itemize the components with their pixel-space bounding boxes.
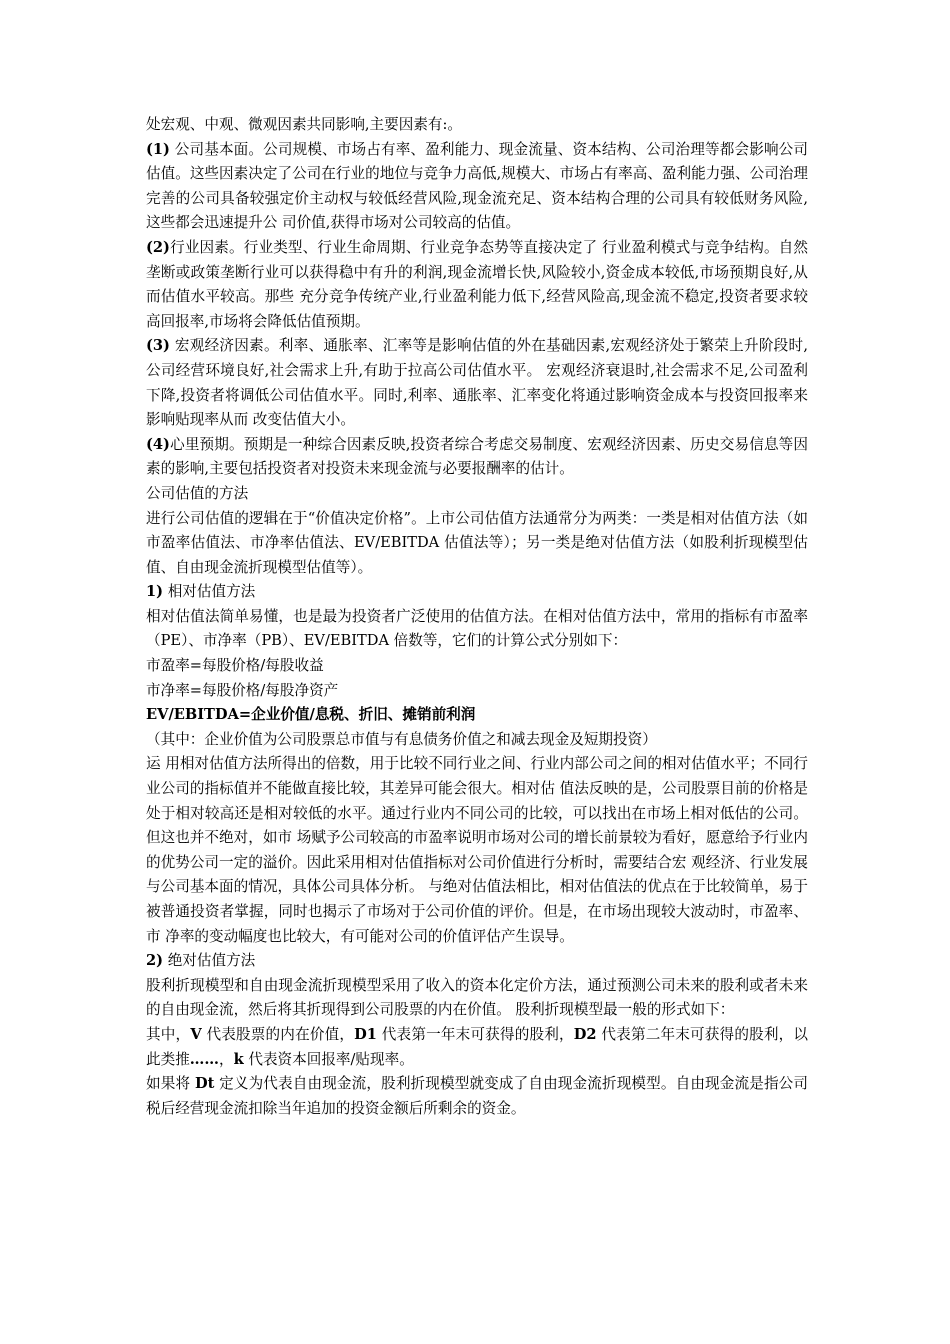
- factor-1-number: (1): [146, 140, 170, 158]
- factor-3-text: 宏观经济因素。利率、通胀率、汇率等是影响估值的外在基础因素,宏观经济处于繁荣上升阶段时,公司经营环境良好,社会需求上升,有助于拉高公司估值水平。 宏观经济衰退时,社会需求不足,公司盈利下降,投资者将调低公司估值水平。同时,利率、通胀率、汇率变化将通过影响资金成本与投资回报率来影响贴现率从而 改变估值大小。: [146, 337, 808, 429]
- fcf-text-2: 定义为代表自由现金流，股利折现模型就变成了自由现金流折现模型。自由现金流是指公司税后经营现金流扣除当年追加的投资金额后所剩余的资金。: [146, 1075, 808, 1117]
- absolute-heading-text: 绝对估值方法: [167, 952, 256, 970]
- factor-2-number: (2): [146, 238, 170, 256]
- relative-heading: [146, 580, 808, 605]
- variables-text-4: 代表第二年末可获得的股利，以此类推: [146, 1025, 808, 1068]
- absolute-heading: [146, 949, 808, 974]
- relative-body: 运 用相对估值方法所得出的倍数，用于比较不同行业之间、行业内部公司之间的相对估值水平；不同行业公司的指标值并不能做直接比较，其差异可能会很大。相对估 值法反映的是，公司股票目前的价格是处于相对较高还是相对较低的水平。通过行业内不同公司的比较，可以找出在市场上相对低估的公司。但这也并不绝对，如市 场赋予公司较高的市盈率说明市场对公司的增长前景较为看好，愿意给予行业内的优势公司一定的溢价。因此采用相对估值指标对公司价值进行分析时，需要结合宏 观经济、行业发展与公司基本面的情况，具体公司具体分析。 与绝对估值法相比，相对估值法的优点在于比较简单，易于被普通投资者掌握，同时也揭示了市场对于公司价值的评价。但是，在市场出现较大波动时，市盈率、市 净率的变动幅度也比较大，有可能对公司的价值评估产生误导。: [146, 755, 808, 945]
- factor-4-number: (4): [146, 435, 170, 453]
- variables-paragraph: [146, 1023, 808, 1072]
- methods-intro: 进行公司估值的逻辑在于“价值决定价格”。上市公司估值方法通常分为两类：一类是相对估值方法（如市盈率估值法、市净率估值法、EV/EBITDA 估值法等）；另一类是绝对估值方法（如股利折现模型估值、自由现金流折现模型估值等）。: [146, 509, 808, 576]
- factor-1-text: 公司基本面。公司规模、市场占有率、盈利能力、现金流量、资本结构、公司治理等都会影响公司估值。这些因素决定了公司在行业的地位与竞争力高低,规模大、市场占有率高、盈利能力强、公司治理完善的公司具备较强定价主动权与较低经营风险,现金流充足、资本结构合理的公司具有较低财务风险,这些都会迅速提升公 司价值,获得市场对公司较高的估值。: [146, 140, 808, 232]
- factor-2-text: 行业因素。行业类型、行业生命周期、行业竞争态势等直接决定了 行业盈利模式与竞争结构。自然垄断或政策垄断行业可以获得稳中有升的利润,现金流增长快,风险较小,资金成本较低,市场预期良好,从而估值水平较高。那些 充分竞争传统产业,行业盈利能力低下,经营风险高,现金流不稳定,投资者要求较高回报率,市场将会降低估值预期。: [146, 238, 808, 330]
- factor-1-paragraph: [146, 138, 808, 236]
- absolute-heading-number: 2): [146, 952, 164, 970]
- fcf-paragraph: [146, 1072, 808, 1121]
- factor-3-number: (3): [146, 337, 170, 355]
- methods-heading: 公司估值的方法: [146, 484, 249, 502]
- document-page: [146, 113, 808, 1121]
- variables-text-5: ，: [218, 1050, 234, 1068]
- formula-pb: 市净率=每股价格/每股净资产: [146, 681, 339, 699]
- relative-heading-number: 1): [146, 583, 164, 601]
- factor-2-paragraph: [146, 236, 808, 334]
- factor-4-paragraph: [146, 433, 808, 482]
- formula-ev: EV/EBITDA=企业价值/息税、折旧、摊销前利润: [146, 706, 476, 724]
- variables-text-6: 代表资本回报率/贴现率。: [243, 1050, 414, 1068]
- formula-note: （其中：企业价值为公司股票总市值与有息债务价值之和减去现金及短期投资）: [146, 730, 657, 748]
- variables-text-3: 代表第一年末可获得的股利，: [376, 1025, 574, 1043]
- variables-ellipsis: ……: [189, 1050, 219, 1068]
- variables-text-1: 其中，: [146, 1025, 191, 1043]
- relative-heading-text: 相对估值方法: [167, 583, 256, 601]
- variable-d2: D2: [573, 1025, 597, 1043]
- intro-line: 处宏观、中观、微观因素共同影响,主要因素有:。: [146, 116, 463, 133]
- relative-intro: 相对估值法简单易懂，也是最为投资者广泛使用的估值方法。在相对估值方法中，常用的指标有市盈率（PE）、市净率（PB）、EV/EBITDA 倍数等，它们的计算公式分别如下：: [146, 607, 808, 650]
- variables-text-2: 代表股票的内在价值，: [201, 1025, 355, 1043]
- variable-k: k: [233, 1050, 244, 1068]
- variable-d1: D1: [354, 1025, 377, 1043]
- factor-3-paragraph: [146, 334, 808, 432]
- fcf-text-1: 如果将: [146, 1075, 195, 1093]
- formula-pe: 市盈率=每股价格/每股收益: [146, 657, 324, 675]
- variable-dt: Dt: [194, 1075, 215, 1093]
- factor-4-text: 心里预期。预期是一种综合因素反映,投资者综合考虑交易制度、宏观经济因素、历史交易信息等因素的影响,主要包括投资者对投资未来现金流与必要报酬率的估计。: [146, 435, 808, 478]
- absolute-intro: 股利折现模型和自由现金流折现模型采用了收入的资本化定价方法，通过预测公司未来的股利或者未来的自由现金流，然后将其折现得到公司股票的内在价值。 股利折现模型最一般的形式如下：: [146, 976, 808, 1019]
- variable-v: V: [190, 1025, 202, 1043]
